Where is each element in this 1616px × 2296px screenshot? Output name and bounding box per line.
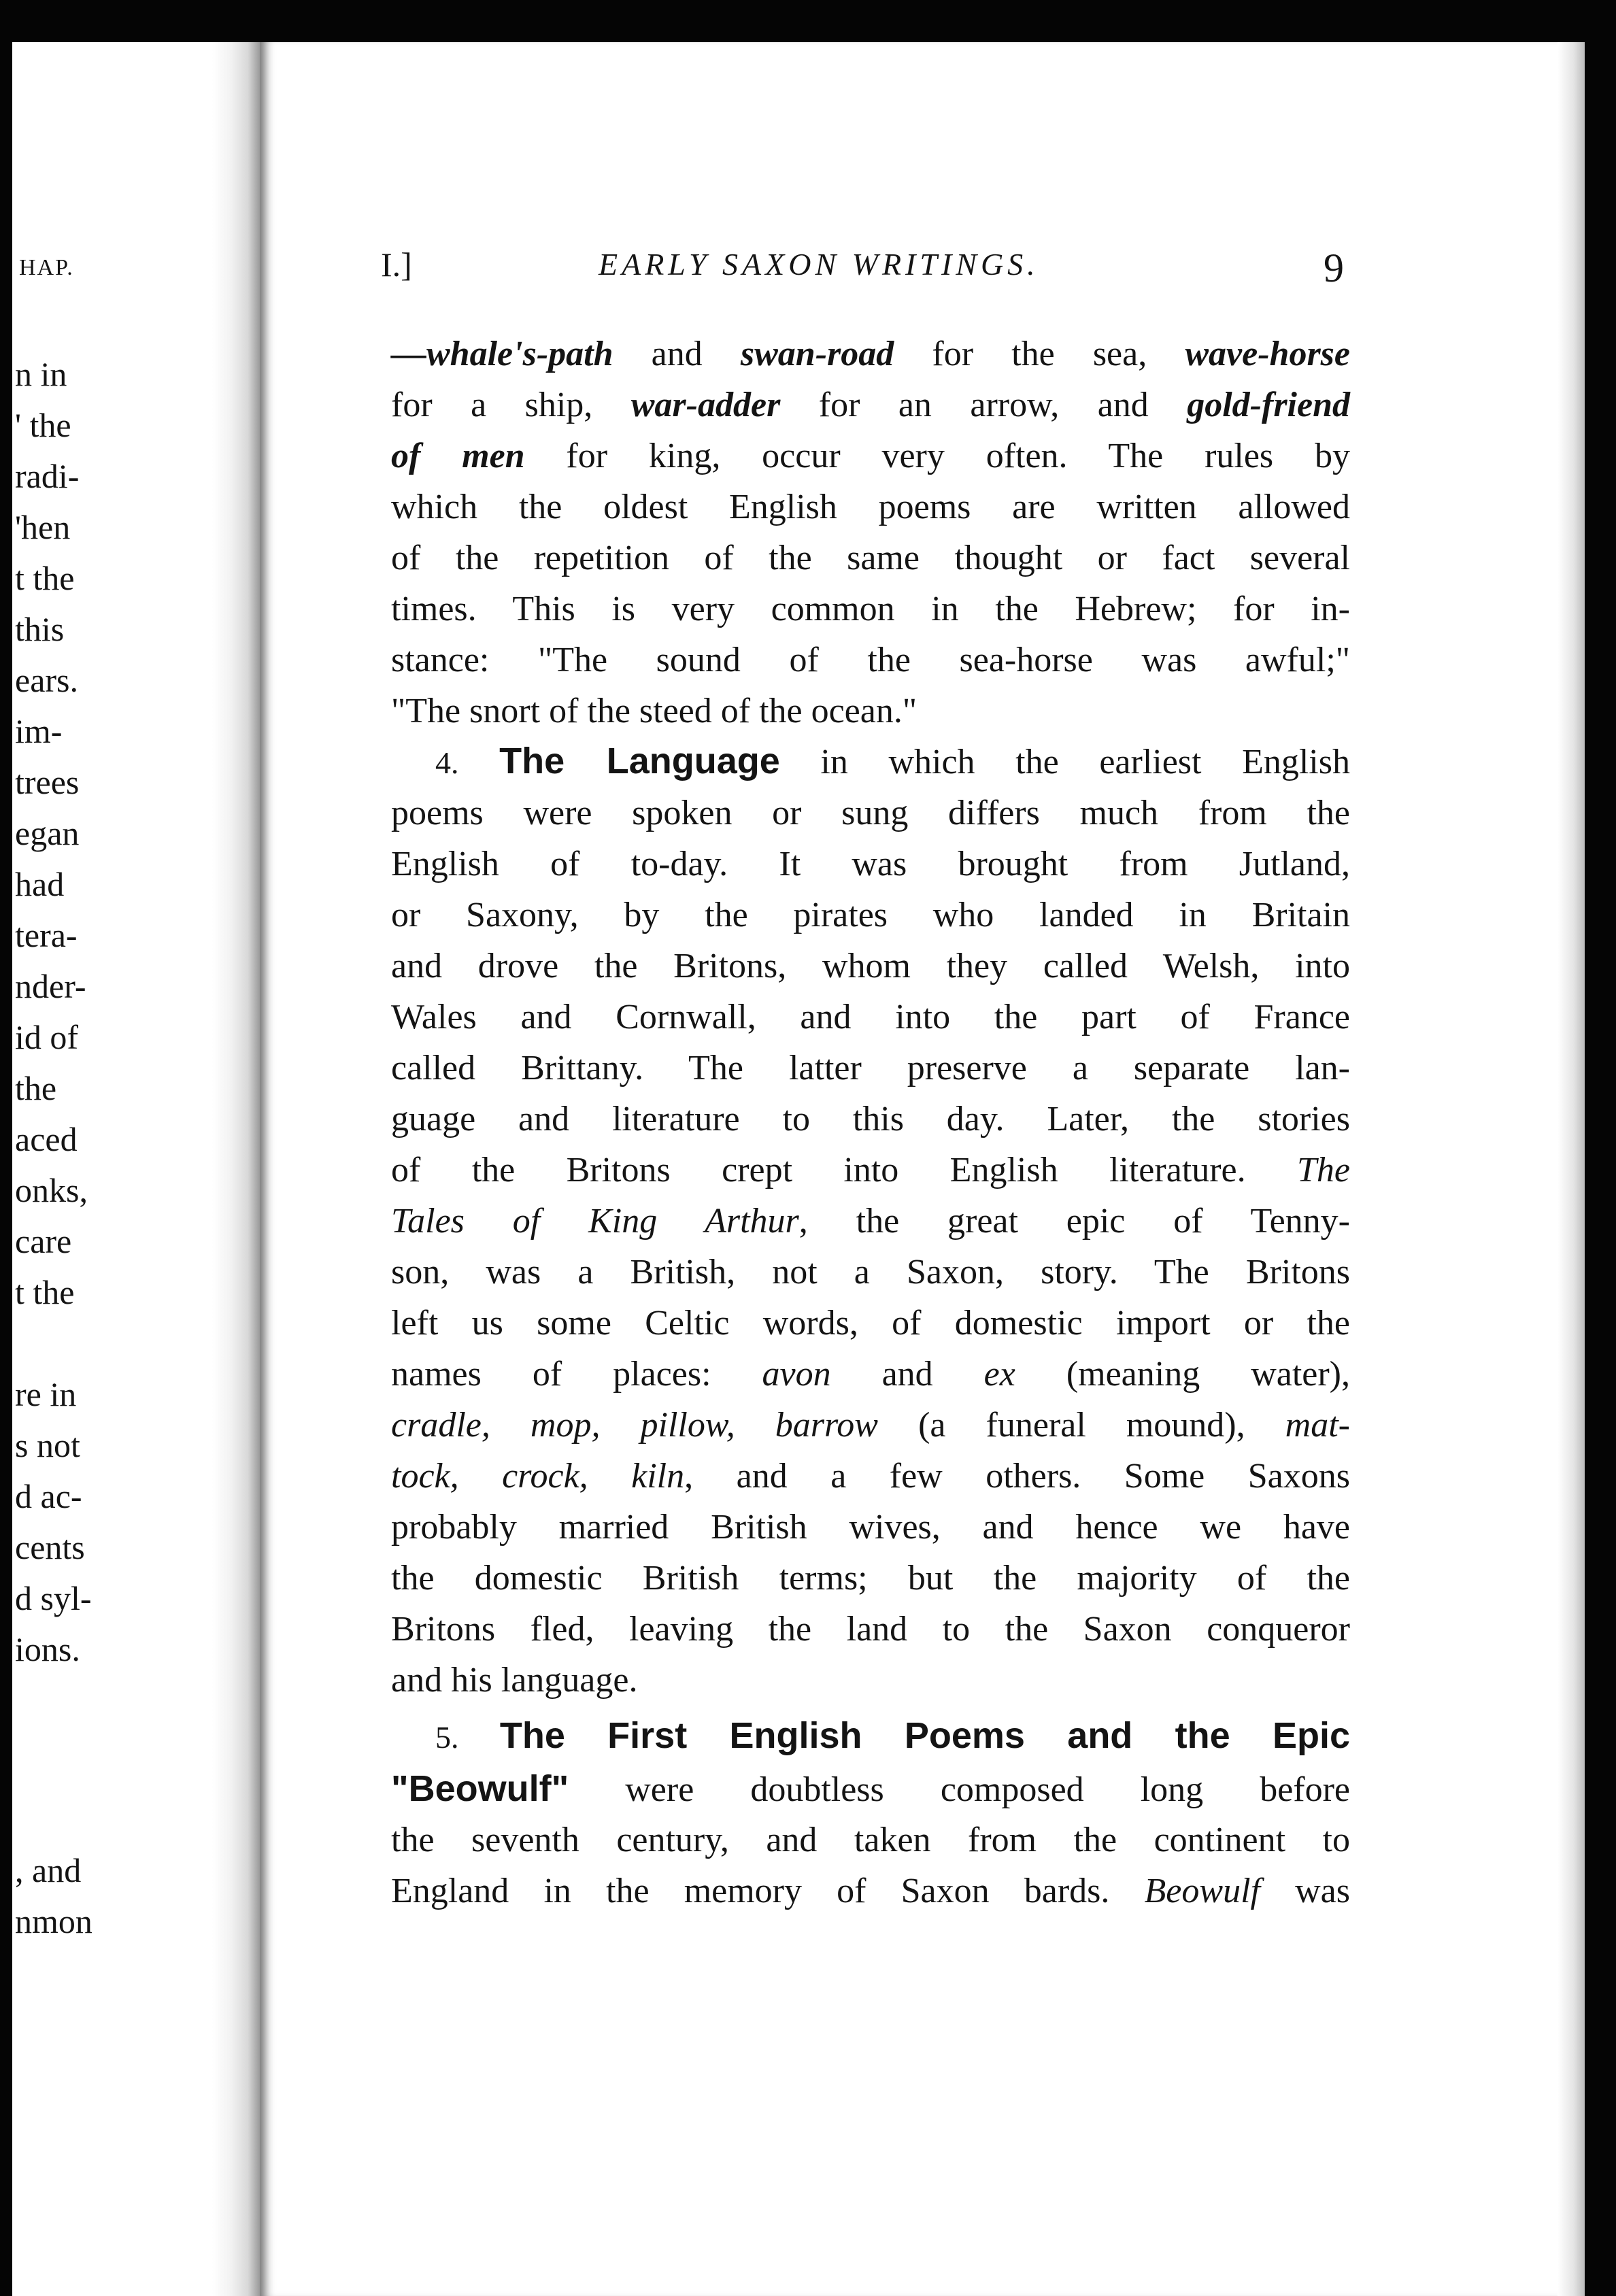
left-fragment: trees [15, 763, 80, 801]
text-line: times. This is very common in the Hebrew; for in- [391, 590, 1350, 628]
text-line: of the repetition of the same thought or fact several [391, 539, 1350, 577]
left-fragment: onks, [15, 1171, 88, 1209]
text-line: called Brittany. The latter preserve a separate lan- [391, 1049, 1350, 1087]
text-line: son, was a British, not a Saxon, story. The Britons [391, 1253, 1350, 1292]
left-fragment: this [15, 610, 65, 648]
text-line: Britons fled, leaving the land to the Saxon conqueror [391, 1610, 1350, 1649]
left-fragment: care [15, 1222, 72, 1260]
text-line: of the Britons crept into English literature. The [391, 1151, 1350, 1189]
left-fragment: nmon [15, 1902, 92, 1940]
left-fragment: s not [15, 1426, 80, 1464]
text-line: cradle, mop, pillow, barrow (a funeral mound), mat- [391, 1406, 1350, 1445]
text-line: the seventh century, and taken from the continent to [391, 1821, 1350, 1859]
left-fragment: radi- [15, 457, 80, 495]
page-edge-shadow [1558, 42, 1585, 2296]
text-line: or Saxony, by the pirates who landed in Britain [391, 896, 1350, 934]
text-line: England in the memory of Saxon bards. Beowulf was [391, 1872, 1350, 1910]
running-head-title: EARLY SAXON WRITINGS. [599, 247, 1039, 282]
text-line: and his language. [391, 1661, 638, 1700]
text-line: English of to-day. It was brought from Jutland, [391, 845, 1350, 883]
section-heading: The Language [499, 741, 780, 781]
left-fragment: tera- [15, 916, 78, 954]
section-heading: The First English Poems and the Epic [499, 1715, 1350, 1756]
section-number: 4. [435, 745, 459, 780]
left-fragment: t the [15, 1273, 75, 1311]
section-heading-continued: "Beowulf" [391, 1768, 569, 1809]
text-line: probably married British wives, and hence we have [391, 1508, 1350, 1547]
text-line: names of places: avon and ex (meaning water), [391, 1355, 1350, 1394]
left-fragment: im- [15, 712, 63, 750]
section-number: 5. [435, 1720, 459, 1755]
page-number: 9 [1324, 246, 1344, 290]
left-fragment: ' the [15, 406, 71, 444]
book-gutter [212, 42, 260, 2296]
left-page-header-fragment: HAP. [19, 255, 74, 280]
text-line: and drove the Britons, whom they called Welsh, into [391, 947, 1350, 985]
left-fragment: aced [15, 1120, 78, 1158]
scan-border-top [0, 0, 1616, 42]
left-fragment: d ac- [15, 1477, 82, 1515]
scan-border-left [0, 0, 12, 2296]
text-line: "Beowulf" were doubtless composed long before [391, 1768, 1350, 1809]
left-fragment: , and [15, 1851, 82, 1889]
left-fragment: nder- [15, 967, 86, 1005]
left-fragment: ears. [15, 661, 78, 699]
text-line: Wales and Cornwall, and into the part of France [391, 998, 1350, 1036]
text-line: tock, crock, kiln, and a few others. Some Saxons [391, 1457, 1350, 1496]
text-line: "The snort of the steed of the ocean." [391, 692, 918, 730]
chapter-marker: I.] [381, 246, 412, 284]
text-line: which the oldest English poems are written allowed [391, 488, 1350, 526]
left-fragment: cents [15, 1528, 85, 1566]
text-line: stance: "The sound of the sea-horse was awful;" [391, 641, 1350, 679]
section-5-first-line [435, 1717, 1350, 1755]
text-line: the domestic British terms; but the majority of the [391, 1559, 1350, 1598]
text-line: —whale's-path and swan-road for the sea, wave-horse [391, 335, 1350, 373]
left-fragment: egan [15, 814, 80, 852]
text-line: Tales of King Arthur, the great epic of Tenny- [391, 1202, 1350, 1240]
left-fragment: 'hen [15, 508, 71, 546]
text-line: guage and literature to this day. Later, the stories [391, 1100, 1350, 1138]
text-line: poems were spoken or sung differs much from the [391, 794, 1350, 832]
text-line: of men for king, occur very often. The rules by [391, 437, 1350, 475]
left-fragment: re in [15, 1375, 77, 1413]
text-line: left us some Celtic words, of domestic import or the [391, 1304, 1350, 1343]
left-fragment: d syl- [15, 1579, 92, 1617]
left-fragment: ions. [15, 1630, 80, 1668]
text-line: for a ship, war-adder for an arrow, and gold-friend [391, 386, 1350, 424]
left-fragment: had [15, 865, 65, 903]
left-fragment: id of [15, 1018, 79, 1056]
left-fragment: t the [15, 559, 75, 597]
scan-border-right [1585, 0, 1616, 2296]
left-fragment: n in [15, 355, 67, 393]
section-4-first-line: 4. The Language in which the earliest English [435, 741, 1350, 781]
left-fragment: the [15, 1069, 57, 1107]
